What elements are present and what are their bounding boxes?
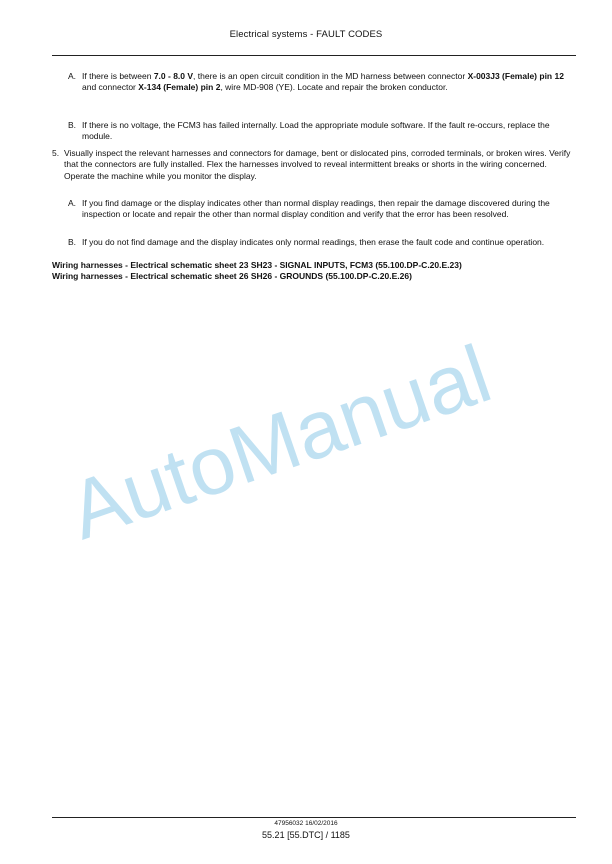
step-text: If you find damage or the display indicates other than normal display readings, then repair the damage discovered during the inspection or locate and repair the other than normal display condition and verify that the error has been resolved. — [82, 198, 550, 220]
reference-link-sh26[interactable]: Wiring harnesses - Electrical schematic sheet 26 SH26 - GROUNDS (55.100.DP-C.20.E.26) — [52, 271, 412, 282]
step-text: Visually inspect the relevant harnesses and connectors for damage, bent or dislocated pins, corroded terminals, or broken wires. Verify that the connectors are fully installed. Flex the harnesses involved to reveal intermittent breaks or shorts in the wiring concerned. Operate the machine while you monitor the display. — [64, 148, 571, 181]
step-marker: A. — [68, 198, 77, 208]
step-marker: 5. — [52, 148, 60, 158]
step-marker: A. — [68, 71, 77, 81]
step-marker: B. — [68, 120, 77, 130]
step-text: If there is no voltage, the FCM3 has failed internally. Load the appropriate module software. If the fault re-occurs, replace the module. — [82, 120, 550, 142]
footer-divider — [52, 817, 576, 818]
step-marker: B. — [68, 237, 77, 247]
header-divider — [52, 55, 576, 56]
reference-links — [52, 260, 462, 283]
footer-page-number: 55.21 [55.DTC] / 1185 — [262, 830, 350, 840]
footer-document-ref: 47956032 16/02/2016 — [274, 820, 338, 827]
page-header-title: Electrical systems - FAULT CODES — [229, 29, 383, 40]
reference-link-sh23[interactable]: Wiring harnesses - Electrical schematic sheet 23 SH23 - SIGNAL INPUTS, FCM3 (55.100.DP-C.20.E.23) — [52, 260, 462, 270]
step-text: If there is between 7.0 - 8.0 V, there is an open circuit condition in the MD harness between connector X-003J3 (Female) pin 12 and connector X-134 (Female) pin 2, wire MD-908 (YE). Locate and repair the broken conductor. — [82, 71, 564, 93]
step-text: If you do not find damage and the display indicates only normal readings, then erase the fault code and continue operation. — [82, 237, 545, 247]
watermark: AutoManual — [58, 328, 502, 557]
